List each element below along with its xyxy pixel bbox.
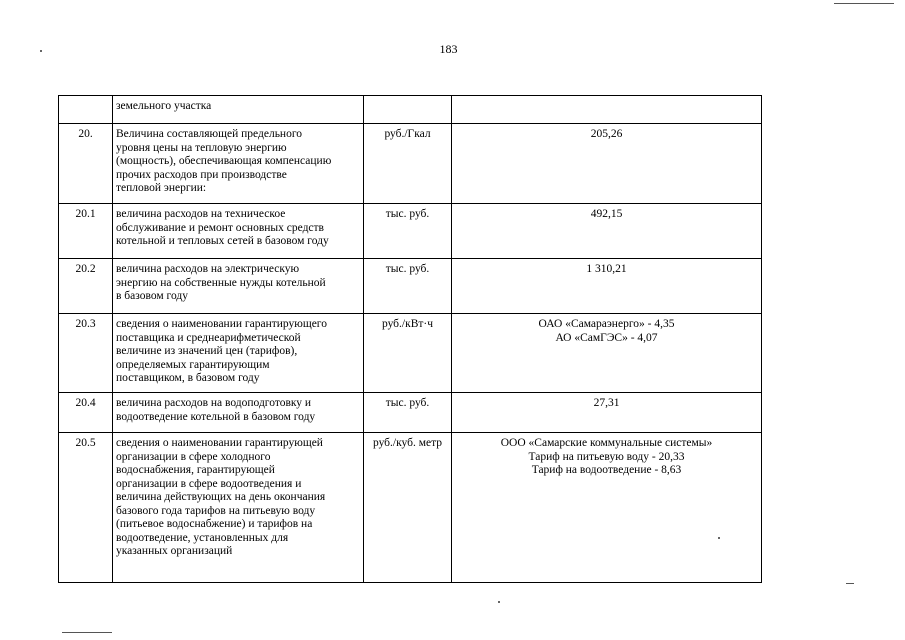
page-number: 183: [439, 42, 458, 56]
row-number-cell: [59, 259, 113, 314]
value-cell: [452, 259, 762, 314]
row-number: 20.2: [75, 263, 96, 275]
unit-cell: [364, 204, 452, 259]
value-cell: [452, 96, 762, 124]
description-line: поставщиком, в базовом году: [116, 372, 260, 384]
description-cell: [113, 124, 364, 204]
scan-dot: [718, 537, 720, 539]
description-line: котельной и тепловых сетей в базовом году: [116, 235, 329, 247]
unit-cell: [364, 433, 452, 583]
description-line: базового года тарифов на питьевую воду: [116, 504, 316, 517]
description-cell: [113, 393, 364, 433]
description-line: определяемых гарантирующим: [116, 358, 270, 371]
value-cell: [452, 393, 762, 433]
unit-text: руб./куб. метр: [372, 437, 443, 449]
description-line: уровня цены на тепловую энергию: [116, 141, 287, 154]
description-line: обслуживание и ремонт основных средств: [116, 221, 324, 234]
value-cell: [452, 433, 762, 583]
description-line: сведения о наименовании гарантирующего: [116, 318, 327, 330]
value-line: Тариф на питьевую воду - 20,33: [528, 450, 685, 463]
description-line: величина действующих на день окончания: [116, 491, 326, 503]
scan-line-bottom-left: [62, 632, 112, 633]
description-line: величина расходов на техническое: [116, 208, 286, 220]
row-number-cell: [59, 393, 113, 433]
unit-cell: [364, 393, 452, 433]
description-cell: [113, 96, 364, 124]
unit-text: тыс. руб.: [385, 263, 430, 275]
description-line: величина расходов на электрическую: [116, 263, 300, 275]
description-line: (мощность), обеспечивающая компенсацию: [116, 155, 332, 167]
row-number-cell: [59, 314, 113, 393]
value-line: 205,26: [590, 128, 623, 140]
description-cell: [113, 433, 364, 583]
unit-cell: [364, 259, 452, 314]
description-line: поставщика и среднеарифметической: [116, 331, 301, 344]
value-cell: [452, 204, 762, 259]
unit-text: руб./кВт·ч: [381, 318, 433, 330]
value-line: ОАО «Самараэнерго» - 4,35: [538, 318, 675, 330]
row-number-cell: [59, 124, 113, 204]
scan-line-right-edge: [846, 583, 854, 584]
row-number: 20.5: [75, 437, 96, 449]
row-number: 20.3: [75, 318, 96, 330]
value-line: 1 310,21: [586, 263, 627, 275]
row-number-cell: [59, 433, 113, 583]
table-row: [59, 314, 762, 393]
description-line: в базовом году: [116, 290, 188, 302]
description-line: указанных организаций: [116, 545, 233, 557]
description-line: сведения о наименовании гарантирующей: [116, 437, 323, 449]
table-row: [59, 433, 762, 583]
description-line: величина расходов на водоподготовку и: [116, 397, 312, 409]
description-line: (питьевое водоснабжение) и тарифов на: [116, 518, 313, 530]
description-line: организации в сфере водоотведения и: [116, 477, 302, 490]
value-cell: [452, 314, 762, 393]
description-line: организации в сфере холодного: [116, 450, 271, 463]
unit-cell: [364, 96, 452, 124]
table-row: [59, 393, 762, 433]
unit-cell: [364, 124, 452, 204]
description-line: прочих расходов при производстве: [116, 168, 287, 181]
value-line: 492,15: [590, 208, 623, 220]
description-cell: [113, 259, 364, 314]
description-line: величине из значений цен (тарифов),: [116, 345, 298, 357]
description-line: энергию на собственные нужды котельной: [116, 276, 326, 289]
scan-line-top-right: [834, 3, 894, 4]
row-number-cell: [59, 204, 113, 259]
row-number: 20.1: [75, 208, 96, 220]
unit-cell: [364, 314, 452, 393]
description-line: Величина составляющей предельного: [116, 128, 303, 140]
row-number: 20.: [78, 128, 93, 140]
description-cell: [113, 314, 364, 393]
description-cell: [113, 204, 364, 259]
description-line: водоотведение котельной в базовом году: [116, 410, 316, 423]
tariff-table: [58, 95, 762, 583]
table-row: [59, 96, 762, 124]
unit-text: тыс. руб.: [385, 208, 430, 220]
description-line: водоснабжения, гарантирующей: [116, 464, 275, 476]
unit-text: тыс. руб.: [385, 397, 430, 409]
description-line: земельного участка: [116, 100, 212, 112]
description-line: водоотведение, установленных для: [116, 531, 289, 544]
value-line: Тариф на водоотведение - 8,63: [531, 464, 682, 476]
value-cell: [452, 124, 762, 204]
row-number-cell: [59, 96, 113, 124]
row-number: 20.4: [75, 397, 96, 409]
value-line: ООО «Самарские коммунальные системы»: [500, 437, 713, 449]
unit-text: руб./Гкал: [384, 128, 431, 140]
description-line: тепловой энергии:: [116, 182, 207, 194]
scan-dot: [40, 50, 42, 52]
value-line: 27,31: [593, 397, 620, 409]
table-row: [59, 259, 762, 314]
table-row: [59, 124, 762, 204]
value-line: АО «СамГЭС» - 4,07: [555, 331, 658, 344]
scan-dot: [498, 601, 500, 603]
table-row: [59, 204, 762, 259]
table-body: [59, 96, 762, 583]
